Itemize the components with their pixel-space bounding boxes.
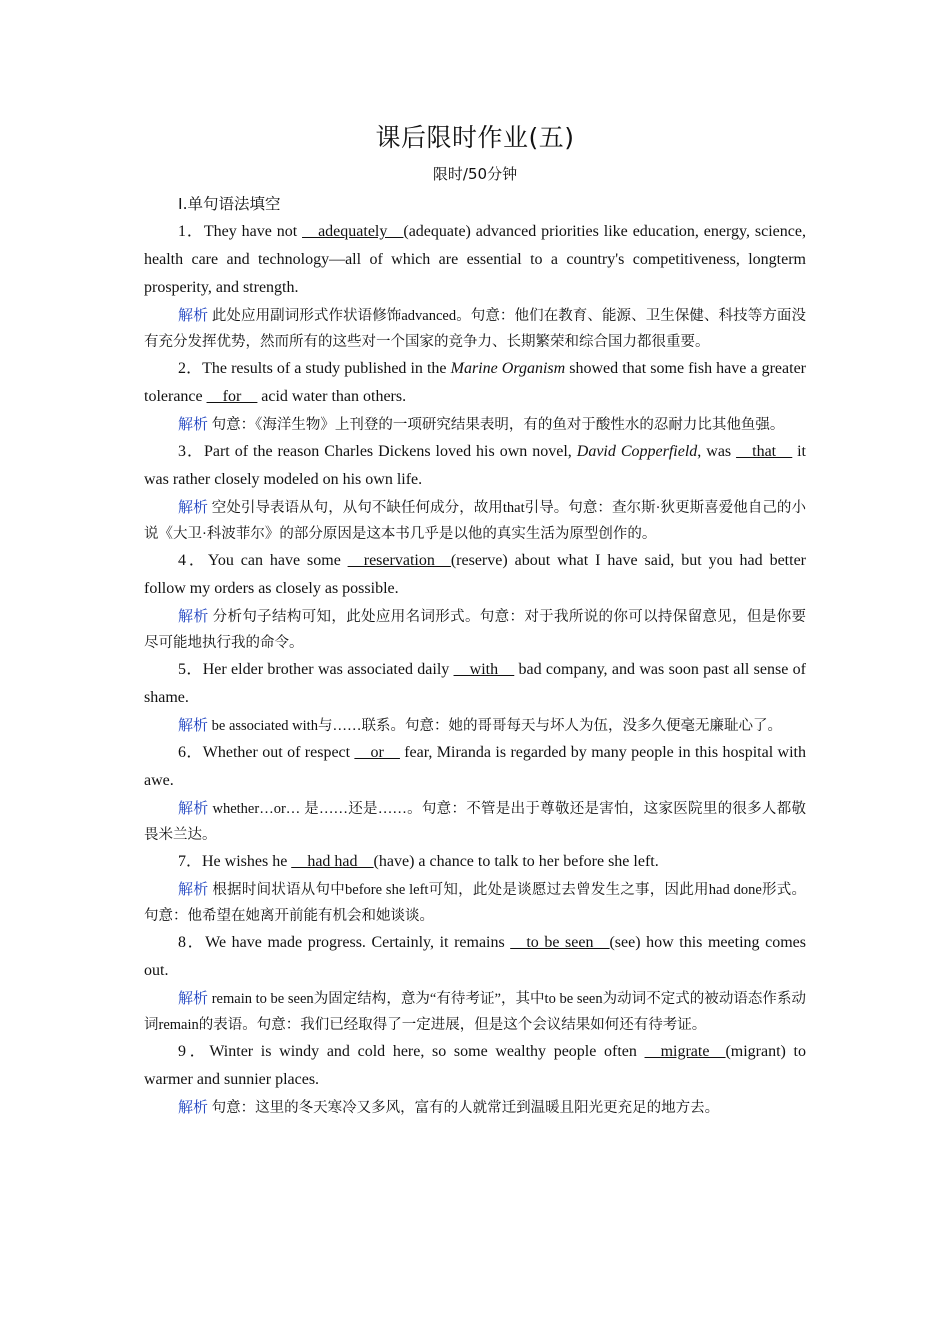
explanation-text: 空处引导表语从句，从句不缺任何成分，故用that引导。句意：查尔斯·狄更斯喜爱他自己的小说《大卫·科波菲尔》的部分原因是这本书几乎是以他的真实生活为原型创作的。 xyxy=(144,500,806,542)
question-text: (reserve) about what I have said, but you had better follow my orders as closely as possible. xyxy=(144,552,807,597)
question-text: 1．They have not xyxy=(178,223,303,240)
explanation-9 xyxy=(144,1094,806,1121)
explanation-label: 解析 xyxy=(178,415,209,433)
novel-title: David Copperfield xyxy=(576,443,698,460)
page-title: 课后限时作业(五) xyxy=(375,123,575,152)
explanation-text: 根据时间状语从句中before she left可知，此处是谈愿过去曾发生之事，因此用had done形式。句意：他希望在她离开前能有机会和她谈谈。 xyxy=(144,882,806,924)
explanation-label: 解析 xyxy=(178,989,209,1007)
question-text: 4．You can have some xyxy=(178,552,348,569)
explanation-1 xyxy=(144,302,806,355)
question-text: bad company, and was soon past all sense of shame. xyxy=(144,661,806,706)
explanation-5 xyxy=(144,712,806,739)
question-text: it was rather closely modeled on his own life. xyxy=(144,443,806,488)
question-text: (have) a chance to talk to her before she left. xyxy=(373,853,659,870)
question-text: , was xyxy=(697,443,737,460)
explanation-text: 句意：《海洋生物》上刊登的一项研究结果表明，有的鱼对于酸性水的忍耐力比其他鱼强。 xyxy=(211,417,785,433)
question-text: 2．The results of a study published in the xyxy=(178,360,451,377)
question-text: (see) how this meeting comes out. xyxy=(144,934,806,979)
question-4 xyxy=(144,547,806,603)
explanation-6 xyxy=(144,795,806,848)
question-text: 3．Part of the reason Charles Dickens loved his own novel, xyxy=(178,443,577,460)
explanation-label: 解析 xyxy=(178,880,209,898)
explanation-2 xyxy=(144,411,806,438)
question-9 xyxy=(144,1038,806,1094)
explanation-8 xyxy=(144,985,806,1038)
question-5 xyxy=(144,656,806,712)
explanation-7 xyxy=(144,876,806,929)
question-text: (adequate) advanced priorities like education, energy, science, health care and technology—all of which are essential to a country's competitiveness, longterm prosperity, and strength. xyxy=(144,223,806,296)
answer-blank: __to be seen__ xyxy=(510,934,610,951)
answer-blank: __that__ xyxy=(736,443,793,460)
question-text: 8．We have made progress. Certainly, it remains xyxy=(178,934,511,951)
question-7 xyxy=(144,848,806,876)
answer-blank: __for__ xyxy=(206,388,258,405)
document-page xyxy=(144,118,806,1121)
explanation-text: be associated with与……联系。句意：她的哥哥每天与坏人为伍，没多久便毫无廉耻心了。 xyxy=(211,718,782,734)
question-text: (migrant) to warmer and sunnier places. xyxy=(144,1043,806,1088)
question-text: acid water than others. xyxy=(257,388,407,405)
explanation-3 xyxy=(144,494,806,547)
explanation-text: 句意：这里的冬天寒冷又多风，富有的人就常迁到温暖且阳光更充足的地方去。 xyxy=(211,1100,720,1116)
answer-blank: __with__ xyxy=(453,661,515,678)
answer-blank: __had had__ xyxy=(291,853,374,870)
explanation-label: 解析 xyxy=(178,498,209,516)
question-8 xyxy=(144,929,806,985)
explanation-text: whether…or… 是……还是……。句意：不管是出于尊敬还是害怕，这家医院里的很多人都敬畏米兰达。 xyxy=(144,801,807,843)
explanation-label: 解析 xyxy=(178,306,209,324)
explanation-4 xyxy=(144,603,806,656)
explanation-label: 解析 xyxy=(178,716,209,734)
question-text: fear, Miranda is regarded by many people in this hospital with awe. xyxy=(144,744,806,789)
explanation-text: remain to be seen为固定结构，意为“有待考证”，其中to be seen为动词不定式的被动语态作系动词remain的表语。句意：我们已经取得了一定进展，但是这个会议结果如何还有待考证。 xyxy=(144,991,806,1033)
journal-title: Marine Organism xyxy=(450,360,566,377)
explanation-label: 解析 xyxy=(178,1098,209,1116)
answer-blank: __migrate__ xyxy=(644,1043,726,1060)
question-1 xyxy=(144,218,806,302)
question-text: showed that some fish have a greater tolerance xyxy=(144,360,807,405)
explanation-label: 解析 xyxy=(178,607,209,625)
answer-blank: __or__ xyxy=(354,744,400,761)
explanation-text: 分析句子结构可知，此处应用名词形式。句意：对于我所说的你可以持保留意见，但是你要尽可能地执行我的命令。 xyxy=(144,609,806,651)
question-6 xyxy=(144,739,806,795)
question-text: 9．Winter is windy and cold here, so some wealthy people often xyxy=(178,1043,645,1060)
explanation-label: 解析 xyxy=(178,799,209,817)
time-limit: 限时/50分钟 xyxy=(432,165,518,183)
explanation-text: 此处应用副词形式作状语修饰advanced。句意：他们在教育、能源、卫生保健、科技等方面没有充分发挥优势，然而所有的这些对一个国家的竞争力、长期繁荣和综合国力都很重要。 xyxy=(144,308,806,350)
question-text: 6．Whether out of respect xyxy=(178,744,355,761)
question-2 xyxy=(144,355,806,411)
question-text: 7．He wishes he xyxy=(178,853,292,870)
answer-blank: __reservation__ xyxy=(347,552,451,569)
question-3 xyxy=(144,438,806,494)
section-heading: Ⅰ.单句语法填空 xyxy=(178,195,281,213)
question-text: 5．Her elder brother was associated daily xyxy=(178,661,454,678)
answer-blank: __adequately__ xyxy=(302,223,404,240)
